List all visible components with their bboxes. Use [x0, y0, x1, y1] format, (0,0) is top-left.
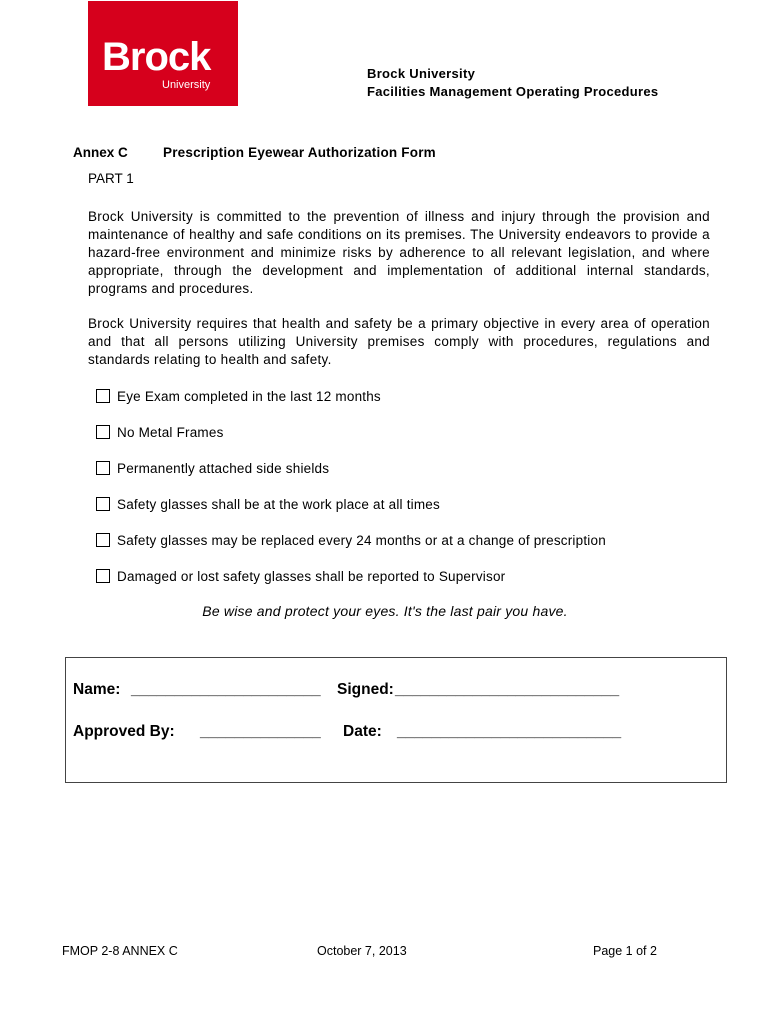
logo-wordmark: Brock: [102, 35, 211, 79]
form-title: Prescription Eyewear Authorization Form: [163, 145, 436, 160]
name-field[interactable]: ______________________: [131, 681, 321, 698]
date-label: Date:: [343, 723, 382, 740]
footer-page-number: Page 1 of 2: [593, 944, 657, 958]
checkbox[interactable]: [96, 569, 110, 583]
checklist-label: Safety glasses shall be at the work place at all times: [117, 496, 440, 512]
checklist-label: Damaged or lost safety glasses shall be reported to Supervisor: [117, 568, 506, 584]
part-label: PART 1: [88, 171, 134, 186]
checklist-item-side-shields[interactable]: [96, 459, 329, 477]
footer-document-id: FMOP 2-8 ANNEX C: [62, 944, 178, 958]
checkbox[interactable]: [96, 533, 110, 547]
date-field[interactable]: __________________________: [397, 723, 622, 740]
checklist-item-eye-exam[interactable]: [96, 387, 381, 405]
checklist-label: Safety glasses may be replaced every 24 months or at a change of prescription: [117, 532, 606, 548]
checklist-label: Permanently attached side shields: [117, 460, 330, 476]
name-label: Name:: [73, 681, 121, 698]
checklist-item-work-place[interactable]: [96, 495, 440, 513]
policy-paragraph-1: Brock University is committed to the prevention of illness and injury through the provision and maintenance of healthy and safe conditions on its premises. The University endeavors to provide a hazard-free environment and minimize risks by adherence to all relevant legislation, and where appropriate, through the development and implementation of additional internal standards, programs and procedures.: [88, 209, 710, 296]
annex-label: Annex C: [73, 145, 128, 160]
checkbox[interactable]: [96, 461, 110, 475]
signed-label: Signed:: [337, 681, 394, 698]
checklist-item-replacement[interactable]: [96, 531, 606, 549]
signed-field[interactable]: __________________________: [395, 681, 620, 698]
checklist-label: No Metal Frames: [117, 424, 224, 440]
motto: Be wise and protect your eyes. It's the last pair you have.: [202, 603, 568, 619]
checklist-item-damaged-lost[interactable]: [96, 567, 505, 585]
checkbox[interactable]: [96, 389, 110, 403]
signature-box: [65, 657, 727, 783]
checklist-item-no-metal-frames[interactable]: [96, 423, 224, 441]
header-institution: Brock University: [367, 66, 476, 81]
brock-university-logo: [88, 1, 238, 106]
approved-by-label: Approved By:: [73, 723, 175, 740]
footer-date: October 7, 2013: [317, 944, 407, 958]
policy-paragraph-2: Brock University requires that health and safety be a primary objective in every area of operation and that all persons utilizing University premises comply with procedures, regulations and standards relating to health and safety.: [88, 316, 710, 367]
checkbox[interactable]: [96, 425, 110, 439]
header-department: Facilities Management Operating Procedures: [367, 84, 659, 99]
logo-subtext: University: [162, 79, 211, 91]
approved-by-field[interactable]: ______________: [200, 723, 321, 740]
checklist-label: Eye Exam completed in the last 12 months: [117, 388, 381, 404]
checkbox[interactable]: [96, 497, 110, 511]
